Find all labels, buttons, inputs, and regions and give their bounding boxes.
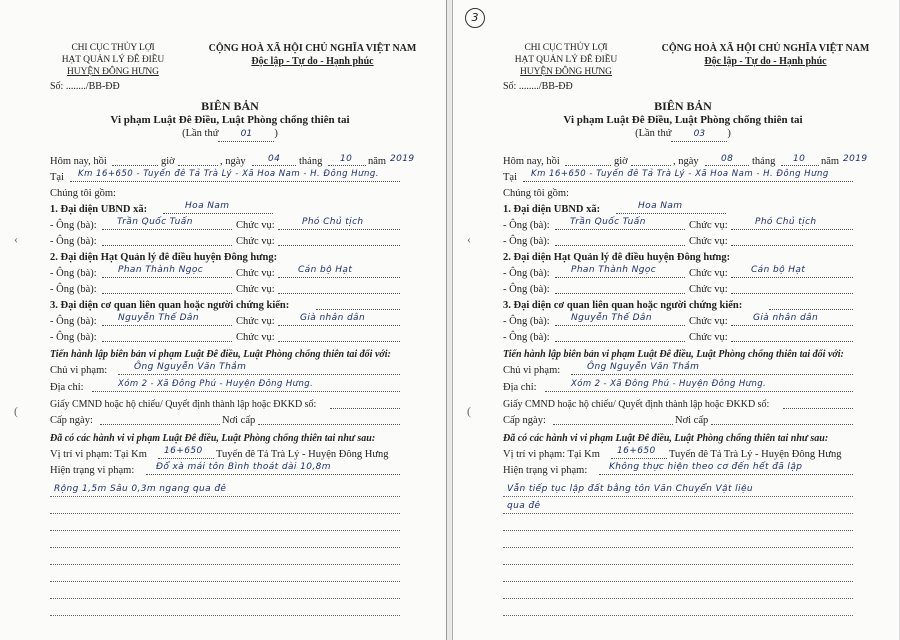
handwritten-hien-trang-2: Rộng 1,5m Sâu 0,3m ngang qua đê [54,484,227,494]
field-cmnd [330,408,400,409]
label-ong-3: - Ông (bà): [50,268,97,279]
field-cap-ngay [100,424,220,425]
field-chucvu-3 [731,277,853,278]
handwritten-ong-5: Nguyễn Thế Dân [118,313,199,323]
field-sec3 [316,309,400,310]
handwritten-chucvu-3: Cán bộ Hạt [298,265,353,275]
margin-mark: ‹ [467,232,471,246]
label-chu-vi-pham: Chủ vi phạm: [503,365,561,376]
handwritten-hien-trang-3: qua đê [507,501,541,511]
document-number: Số: ......../BB-ĐĐ [503,81,573,92]
field-hour [565,165,611,166]
label-chucvu-6: Chức vụ: [236,332,275,343]
handwritten-month: 10 [793,154,806,164]
label-cmnd: Giấy CMND hoặc hộ chiếu/ Quyết định thành lập hoặc ĐKKD số: [503,399,770,410]
handwritten-year: 2019 [390,154,415,164]
label-chu-vi-pham: Chủ vi phạm: [50,365,108,376]
ruled-line [50,496,400,497]
section-1-heading: 1. Đại diện UBND xã: [50,204,148,215]
field-ong-3 [555,277,685,278]
field-vi-tri-km [611,458,667,459]
section-3-heading: 3. Đại diện cơ quan liên quan hoặc người chứng kiến: [503,300,743,311]
label-vi-tri: Vị trí vi phạm: Tại Km [503,449,600,460]
field-ong-2 [555,245,685,246]
document-page-left [0,0,446,640]
handwritten-year: 2019 [843,154,868,164]
label-ong-6: - Ông (bà): [50,332,97,343]
page-number-mark: 3 [465,8,485,28]
label-chucvu-2: Chức vụ: [236,236,275,247]
field-chucvu-1 [731,229,853,230]
handwritten-chucvu-3: Cán bộ Hạt [751,265,806,275]
section-2-heading: 2. Đại diện Hạt Quản lý đê điều huyện Đông hưng: [503,252,731,263]
agency-line-1: CHI CỤC THỦY LỢI [524,43,608,53]
handwritten-ubnd: Hoa Nam [638,201,683,211]
label-gio: giờ [614,156,628,167]
ruled-line [503,513,853,514]
label-ong-2: - Ông (bà): [50,236,97,247]
label-nam: năm [368,156,387,167]
label-cap-ngay: Cấp ngày: [50,415,93,426]
label-ong-5: - Ông (bà): [50,316,97,327]
label-ong-1: - Ông (bà): [503,220,550,231]
field-month [328,165,366,166]
field-cap-ngay [553,424,673,425]
field-noi-cap [258,424,400,425]
ruled-line [503,530,853,531]
field-chucvu-5 [731,325,853,326]
handwritten-ong-5: Nguyễn Thế Dân [571,313,652,323]
field-chucvu-3 [278,277,400,278]
field-hien-trang-1 [146,474,400,475]
margin-mark: ( [467,404,471,418]
label-ong-3: - Ông (bà): [503,268,550,279]
handwritten-ong-3: Phan Thành Ngọc [118,265,204,275]
label-thang: tháng [299,156,323,167]
agency-line-2: HẠT QUẢN LÝ ĐÊ ĐIỀU [61,55,165,65]
attempt-suffix: ) [727,128,731,139]
label-chucvu-5: Chức vụ: [689,316,728,327]
section-1-heading: 1. Đại diện UBND xã: [503,204,601,215]
field-minute [178,165,218,166]
handwritten-day: 04 [268,154,281,164]
label-chucvu-6: Chức vụ: [689,332,728,343]
label-chucvu-5: Chức vụ: [236,316,275,327]
label-gio: giờ [161,156,175,167]
field-day [252,165,296,166]
field-location [523,181,853,182]
handwritten-ong-1: Trần Quốc Tuấn [117,217,193,227]
label-tuyen-de: Tuyến đê Tả Trà Lý - Huyện Đông Hưng [216,449,389,460]
title-attempt [40,127,420,142]
ruled-line [503,547,853,548]
tien-hanh-heading: Tiến hành lập biên bản vi phạm Luật Đê điều, Luật Phòng chống thiên tai đối với: [50,349,391,360]
label-cmnd: Giấy CMND hoặc hộ chiếu/ Quyết định thành lập hoặc ĐKKD số: [50,399,317,410]
field-ong-2 [102,245,232,246]
agency-header [43,42,183,78]
field-chu-vi-pham [571,374,853,375]
field-dia-chi [545,391,853,392]
label-ong-5: - Ông (bà): [503,316,550,327]
label-ong-4: - Ông (bà): [50,284,97,295]
handwritten-chucvu-1: Phó Chủ tịch [302,217,364,227]
nation-line-1: CỘNG HOÀ XÃ HỘI CHỦ NGHĨA VIỆT NAM [208,43,417,54]
ruled-line [503,581,853,582]
ruled-line [503,564,853,565]
ruled-line [50,547,400,548]
title-subtitle: Vi phạm Luật Đê Điều, Luật Phòng chống thiên tai [110,114,350,126]
label-ong-1: - Ông (bà): [50,220,97,231]
margin-mark: ‹ [14,232,18,246]
attempt-prefix: (Lần thứ [182,128,219,139]
handwritten-chu-vi-pham: Ông Nguyễn Văn Thắm [134,362,247,372]
tien-hanh-heading: Tiến hành lập biên bản vi phạm Luật Đê điều, Luật Phòng chống thiên tai đối với: [503,349,844,360]
document-title [493,99,873,142]
field-location [70,181,400,182]
ruled-line [503,496,853,497]
field-noi-cap [711,424,853,425]
label-hom-nay: Hôm nay, hồi [50,156,107,167]
attempt-value: 03 [671,127,727,142]
label-hien-trang: Hiện trạng vi phạm: [50,465,135,476]
da-co-heading: Đã có các hành vi vi phạm Luật Đê điều, Luật Phòng chống thiên tai như sau: [503,433,829,444]
da-co-heading: Đã có các hành vi vi phạm Luật Đê điều, Luật Phòng chống thiên tai như sau: [50,433,376,444]
title-main: BIÊN BẢN [201,99,259,113]
label-chucvu-4: Chức vụ: [689,284,728,295]
label-ong-6: - Ông (bà): [503,332,550,343]
field-ong-6 [555,341,685,342]
field-ubnd [616,213,726,214]
field-hour [112,165,158,166]
field-vi-tri-km [158,458,214,459]
field-month [781,165,819,166]
handwritten-day: 08 [721,154,734,164]
ruled-line [50,598,400,599]
field-ong-3 [102,277,232,278]
handwritten-location: Km 16+650 - Tuyến đê Tả Trà Lý - Xã Hoa Nam - H. Đông Hưng [531,169,829,179]
field-chucvu-2 [278,245,400,246]
document-title [40,99,420,142]
label-nam: năm [821,156,840,167]
field-hien-trang-1 [599,474,853,475]
handwritten-vi-tri-km: 16+650 [617,446,656,456]
ruled-line [503,615,853,616]
field-ong-1 [102,229,232,230]
handwritten-ong-3: Phan Thành Ngọc [571,265,657,275]
agency-line-3: HUYỆN ĐÔNG HƯNG [67,67,159,77]
label-tai: Tại [503,172,517,183]
field-ubnd [163,213,273,214]
attempt-suffix: ) [274,128,278,139]
field-chucvu-5 [278,325,400,326]
nation-motto: Độc lập - Tự do - Hạnh phúc [704,56,827,67]
field-ong-5 [555,325,685,326]
field-chucvu-2 [731,245,853,246]
page-gutter [446,0,453,640]
label-dia-chi: Địa chỉ: [503,382,537,393]
label-chucvu-3: Chức vụ: [236,268,275,279]
field-minute [631,165,671,166]
field-chucvu-6 [731,341,853,342]
ruled-line [50,530,400,531]
title-main: BIÊN BẢN [654,99,712,113]
document-number: Số: ......../BB-ĐĐ [50,81,120,92]
agency-line-1: CHI CỤC THỦY LỢI [71,43,155,53]
label-hien-trang: Hiện trạng vi phạm: [503,465,588,476]
handwritten-chucvu-5: Già nhân dân [300,313,366,323]
handwritten-dia-chi: Xóm 2 - Xã Đông Phú - Huyện Đông Hưng. [118,379,314,389]
national-header [658,42,873,68]
field-ong-1 [555,229,685,230]
attempt-prefix: (Lần thứ [635,128,672,139]
field-ong-4 [555,293,685,294]
field-dia-chi [92,391,400,392]
label-noi-cap: Nơi cấp [222,415,256,426]
handwritten-chu-vi-pham: Ông Nguyễn Văn Thắm [587,362,700,372]
handwritten-location: Km 16+650 - Tuyến đê Tả Trà Lý - Xã Hoa Nam - H. Đông Hưng. [78,169,379,179]
label-tai: Tại [50,172,64,183]
label-chucvu-1: Chức vụ: [689,220,728,231]
label-cap-ngay: Cấp ngày: [503,415,546,426]
label-ngay: , ngày [673,156,699,167]
title-attempt [493,127,873,142]
field-cmnd [783,408,853,409]
label-thang: tháng [752,156,776,167]
label-ong-4: - Ông (bà): [503,284,550,295]
field-chu-vi-pham [118,374,400,375]
ruled-line [50,615,400,616]
field-ong-5 [102,325,232,326]
handwritten-dia-chi: Xóm 2 - Xã Đông Phú - Huyện Đông Hưng. [571,379,767,389]
label-ngay: , ngày [220,156,246,167]
handwritten-ubnd: Hoa Nam [185,201,230,211]
field-ong-4 [102,293,232,294]
label-chucvu-3: Chức vụ: [689,268,728,279]
field-sec3 [769,309,853,310]
attempt-value: 01 [218,127,274,142]
label-ong-2: - Ông (bà): [503,236,550,247]
handwritten-vi-tri-km: 16+650 [164,446,203,456]
handwritten-hien-trang-1: Đổ xà mái tôn Bình thoát dài 10,8m [156,462,331,472]
label-chung-toi: Chúng tôi gồm: [50,188,116,199]
label-vi-tri: Vị trí vi phạm: Tại Km [50,449,147,460]
ruled-line [50,581,400,582]
label-hom-nay: Hôm nay, hồi [503,156,560,167]
field-chucvu-6 [278,341,400,342]
label-chung-toi: Chúng tôi gồm: [503,188,569,199]
label-chucvu-1: Chức vụ: [236,220,275,231]
handwritten-chucvu-1: Phó Chủ tịch [755,217,817,227]
handwritten-ong-1: Trần Quốc Tuấn [570,217,646,227]
agency-line-3: HUYỆN ĐÔNG HƯNG [520,67,612,77]
agency-line-2: HẠT QUẢN LÝ ĐÊ ĐIỀU [514,55,618,65]
field-chucvu-4 [731,293,853,294]
handwritten-hien-trang-2: Vẫn tiếp tục lập đất bằng tôn Văn Chuyển Vật liệu [507,484,753,494]
label-chucvu-4: Chức vụ: [236,284,275,295]
label-chucvu-2: Chức vụ: [689,236,728,247]
field-ong-6 [102,341,232,342]
handwritten-month: 10 [340,154,353,164]
nation-motto: Độc lập - Tự do - Hạnh phúc [251,56,374,67]
label-noi-cap: Nơi cấp [675,415,709,426]
nation-line-1: CỘNG HOÀ XÃ HỘI CHỦ NGHĨA VIỆT NAM [661,43,870,54]
handwritten-hien-trang-1: Không thực hiện theo cơ đến hết đã lập [609,462,803,472]
label-tuyen-de: Tuyến đê Tả Trà Lý - Huyện Đông Hưng [669,449,842,460]
handwritten-chucvu-5: Già nhân dân [753,313,819,323]
field-chucvu-1 [278,229,400,230]
document-page-right [453,0,899,640]
national-header [205,42,420,68]
label-dia-chi: Địa chỉ: [50,382,84,393]
agency-header [496,42,636,78]
ruled-line [503,598,853,599]
section-3-heading: 3. Đại diện cơ quan liên quan hoặc người chứng kiến: [50,300,290,311]
section-2-heading: 2. Đại diện Hạt Quản lý đê điều huyện Đông hưng: [50,252,278,263]
ruled-line [50,513,400,514]
title-subtitle: Vi phạm Luật Đê Điều, Luật Phòng chống thiên tai [563,114,803,126]
margin-mark: ( [14,404,18,418]
ruled-line [50,564,400,565]
field-chucvu-4 [278,293,400,294]
field-day [705,165,749,166]
